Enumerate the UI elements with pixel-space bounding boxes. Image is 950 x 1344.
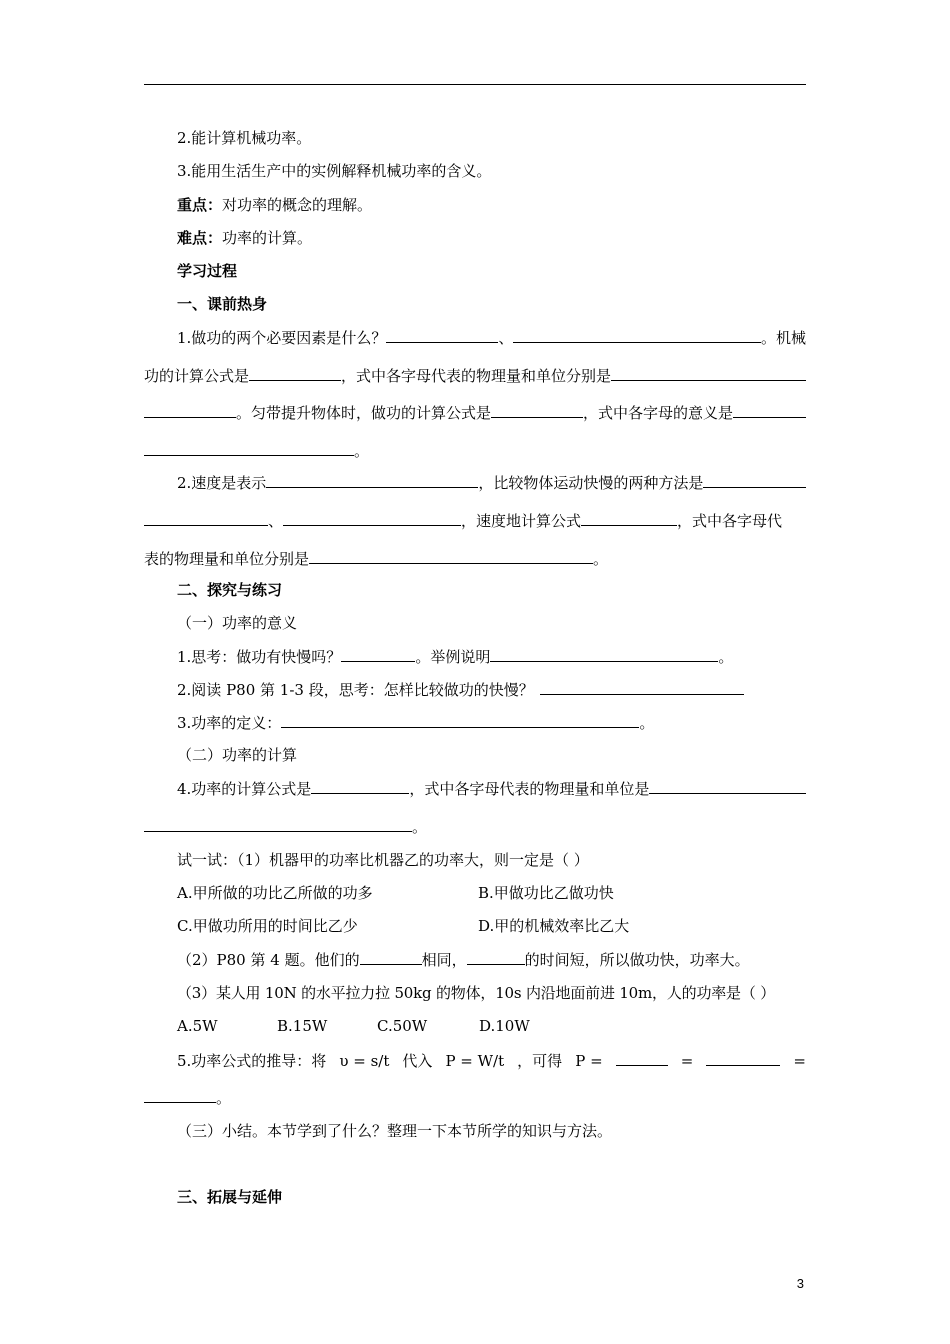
s2-q5-blank-1[interactable] [616,1050,668,1066]
s1-q1-line1 [177,327,806,348]
s1-q2-text-g: 。 [593,550,609,568]
s2-q1-blank-2[interactable] [490,646,718,662]
process-heading: 学习过程 [177,262,238,280]
s1-q1-text-f: 。匀带提升物体时，做功的计算公式是 [236,404,492,422]
s1-q1-text-b: 、 [498,329,514,347]
s2-q4-text-b: ，式中各字母代表的物理量和单位是 [409,780,650,798]
s2-q4-blank-1[interactable] [311,778,409,794]
s2-q3-blank[interactable] [281,712,639,728]
s2-option-c: C.甲做功所用的时间比乙少 [177,917,358,935]
s1-q2-blank-5[interactable] [581,510,677,526]
s2-q5-blank-2[interactable] [706,1050,780,1066]
s2-q1-text-c: 。 [718,648,734,666]
key-point-label: 重点： [177,196,223,214]
s1-q2-text-e: ，式中各字母代 [677,512,783,530]
s2-q5-text-a: 5.功率公式的推导：将 [177,1052,327,1070]
s2-option-a: A.甲所做的功比乙所做的功多 [177,884,373,902]
s2-q2 [177,679,806,700]
s1-q1-text-d: 功的计算公式是 [144,367,250,385]
s2-option-d: D.甲的机械效率比乙大 [478,917,630,935]
s1-q2-blank-6[interactable] [309,548,593,564]
s2-q3 [177,712,806,733]
s2-try2-text-a: （2）P80 第 4 题。他们的 [177,951,360,969]
s1-q2-line2 [144,510,806,531]
s1-q1-blank-6[interactable] [491,402,583,418]
s1-q2-blank-4[interactable] [283,510,461,526]
section3-heading: 三、拓展与延伸 [177,1188,283,1206]
s2-sub3: （三）小结。本节学到了什么？整理一下本节所学的知识与方法。 [177,1122,613,1140]
s2-q5-text-e: ，可得 [517,1052,563,1070]
s2-q2-text: 2.阅读 P80 第 1-3 段，思考：怎样比较做功的快慢？ [177,681,534,699]
s2-t3-option-c: C.50W [377,1017,428,1035]
s1-q1-blank-4[interactable] [611,365,806,381]
s1-q2-text-f: 表的物理量和单位分别是 [144,550,310,568]
s1-q1-text-a: 1.做功的两个必要因素是什么？ [177,329,387,347]
s2-try2-text-c: 的时间短，所以做功快，功率大。 [524,951,750,969]
objective-2: 2.能计算机械功率。 [177,129,312,147]
s1-q2-text-b: ，比较物体运动快慢的两种方法是 [478,474,704,492]
s1-q1-line2 [144,365,806,386]
s2-q4-blank-2[interactable] [649,778,806,794]
difficulty-label: 难点： [177,229,223,247]
s2-try2-blank-1[interactable] [360,949,422,965]
s2-q4-text-a: 4.功率的计算公式是 [177,780,312,798]
s1-q2-text-c: 、 [268,512,284,530]
objective-3: 3.能用生活生产中的实例解释机械功率的含义。 [177,162,492,180]
s2-q5-eq-1: = [680,1052,694,1070]
s2-q5-line2 [144,1087,806,1108]
s2-try-intro: 试一试：（1）机器甲的功率比机器乙的功率大，则一定是（ ） [177,851,589,869]
s2-sub1: （一）功率的意义 [177,614,298,632]
s2-t3-option-a: A.5W [177,1017,218,1035]
header-rule [144,84,806,85]
s2-q3-text-a: 3.功率的定义： [177,714,282,732]
s1-q1-blank-2[interactable] [513,327,761,343]
s2-option-b: B.甲做功比乙做功快 [478,884,614,902]
difficulty-text: 功率的计算。 [222,229,313,247]
s2-try-2 [177,949,806,970]
s2-q5-formula-p: P = W/t [445,1052,505,1070]
s1-q1-line4 [144,440,806,461]
s1-q1-text-c: 。机械 [760,329,806,347]
s2-try2-blank-2[interactable] [467,949,525,965]
s1-q2-text-a: 2.速度是表示 [177,474,267,492]
s2-q4-blank-3[interactable] [144,816,412,832]
section2-heading: 二、探究与练习 [177,581,283,599]
s1-q2-blank-2[interactable] [703,472,806,488]
s2-sub2: （二）功率的计算 [177,746,298,764]
key-point [177,195,806,215]
key-point-text: 对功率的概念的理解。 [222,196,373,214]
s2-q3-text-b: 。 [639,714,655,732]
s2-q5-text-c: 代入 [402,1052,433,1070]
s1-q2-text-d: ，速度地计算公式 [461,512,582,530]
s1-q1-blank-8[interactable] [144,440,354,456]
s1-q1-text-e: ，式中各字母代表的物理量和单位分别是 [341,367,612,385]
s1-q1-text-h: 。 [354,442,370,460]
s2-t3-option-d: D.10W [479,1017,530,1035]
s2-q5-blank-3[interactable] [144,1087,216,1103]
section1-heading: 一、课前热身 [177,295,268,313]
s2-t3-option-b: B.15W [277,1017,328,1035]
s2-q1 [177,646,806,667]
s2-q4-line1 [177,778,806,799]
s1-q1-text-g: ，式中各字母的意义是 [583,404,734,422]
s2-try-3: （3）某人用 10N 的水平拉力拉 50kg 的物体，10s 内沿地面前进 10m，人的功率是（ ） [177,984,776,1002]
s2-q1-blank-1[interactable] [341,646,415,662]
difficulty [177,228,806,248]
s2-q5-formula-v: υ = s/t [339,1052,390,1070]
s1-q2-line3 [144,548,806,569]
s2-q2-blank[interactable] [540,679,744,695]
page-number: 3 [796,1276,804,1291]
s2-q1-text-b: 。举例说明 [415,648,491,666]
s2-q4-text-c: 。 [412,818,428,836]
s2-q5-end: 。 [216,1089,232,1107]
s1-q2-blank-3[interactable] [144,510,268,526]
s1-q1-blank-7[interactable] [733,402,806,418]
s1-q1-blank-3[interactable] [249,365,341,381]
s1-q1-blank-5[interactable] [144,402,236,418]
s1-q2-blank-1[interactable] [266,472,478,488]
s2-try2-text-b: 相同， [421,951,467,969]
s1-q1-line3 [144,402,806,423]
s2-q1-text-a: 1.思考：做功有快慢吗？ [177,648,342,666]
s2-q5-eq-2: = [793,1052,806,1070]
s2-q5-line1 [177,1050,806,1071]
s2-q5-text-f: P = [575,1052,603,1070]
s1-q2-line1 [177,472,806,493]
s2-q4-line2 [144,816,806,837]
s1-q1-blank-1[interactable] [386,327,498,343]
